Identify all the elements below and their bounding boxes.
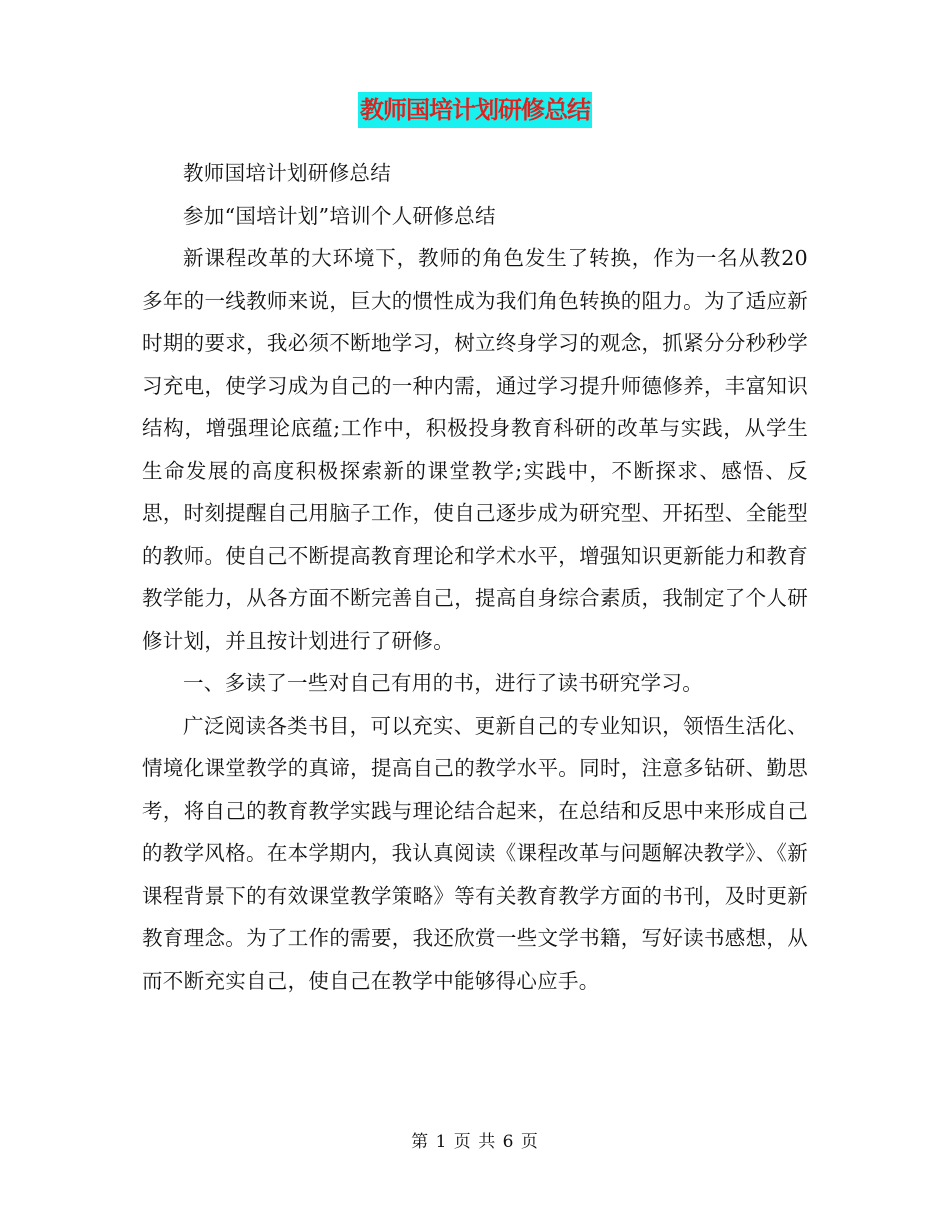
page-footer: 第 1 页 共 6 页 <box>411 1132 539 1152</box>
paragraph-heading: 参加“国培计划”培训个人研修总结 <box>183 203 496 228</box>
title-container <box>0 92 950 128</box>
document-body <box>142 152 808 1002</box>
paragraph-subtitle: 教师国培计划研修总结 <box>183 161 391 185</box>
document-title: 教师国培计划研修总结 <box>358 92 592 128</box>
paragraph-intro: 新课程改革的大环境下，教师的角色发生了转换，作为一名从教20多年的一线教师来说，巨大的惯性成为我们角色转换的阻力。为了适应新时期的要求，我必须不断地学习，树立终身学习的观念，抓紧分分秒秒学习充电，使学习成为自己的一种内需，通过学习提升师德修养，丰富知识结构，增强理论底蕴;工作中，积极投身教育科研的改革与实践，从学生生命发展的高度积极探索新的课堂教学;实践中，不断探求、感悟、反思，时刻提醒自己用脑子工作，使自己逐步成为研究型、开拓型、全能型的教师。使自己不断提高教育理论和学术水平，增强知识更新能力和教育教学能力，从各方面不断完善自己，提高自身综合素质，我制定了个人研修计划，并且按计划进行了研修。 <box>142 246 808 653</box>
paragraph-reading: 广泛阅读各类书目，可以充实、更新自己的专业知识，领悟生活化、情境化课堂教学的真谛，提高自己的教学水平。同时，注意多钻研、勤思考，将自己的教育教学实践与理论结合起来，在总结和反思中来形成自己的教学风格。在本学期内，我认真阅读《课程改革与问题解决教学》、《新课程背景下的有效课堂教学策略》等有关教育教学方面的书刊，及时更新教育理念。为了工作的需要，我还欣赏一些文学书籍，写好读书感想，从而不断充实自己，使自己在教学中能够得心应手。 <box>142 713 808 993</box>
paragraph-section-one: 一、多读了一些对自己有用的书，进行了读书研究学习。 <box>183 671 703 695</box>
